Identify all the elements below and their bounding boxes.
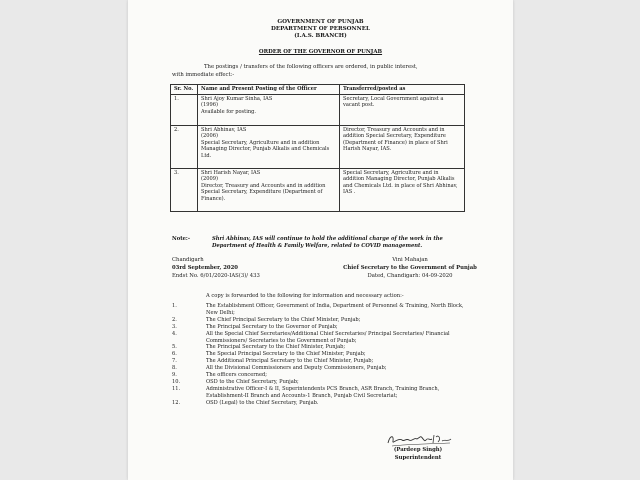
forward-text: A copy is forwarded to the following for information and necessary action:- [206,293,404,299]
signer-designation: Chief Secretary to the Government of Punjab [343,265,477,271]
intro-line-2: with immediate effect:- [172,72,235,78]
cell-posted: Director, Treasury and Accounts and in addition Special Secretary, Expenditure (Department of Finance) in place of Shri Harish Nayar, IAS. [340,125,465,168]
list-item-number: 4. [172,330,177,337]
list-item [172,351,472,358]
officer-batch: (1996) [201,102,218,109]
list-item [172,317,472,324]
list-item-text: The Principal Secretary to the Governor of Punjab; [206,323,338,330]
list-item [172,386,472,400]
superintendent-block [378,446,458,462]
officer-name: Shri Abhinav, IAS [201,126,247,133]
officer-present-posting: Available for posting. [201,108,256,115]
cell-officer [198,168,340,211]
note-block [172,236,472,250]
list-item [172,324,472,331]
list-item-text: The officers concerned; [206,372,267,379]
list-item [172,379,472,386]
order-date: 03rd September, 2020 [172,265,238,271]
dated: Dated, Chandigarh: 04-09-2020 [367,273,453,279]
list-item-number: 3. [172,323,177,330]
superintendent-name: (Pardeep Singh) [393,447,443,453]
list-item-number: 9. [172,372,177,379]
list-item-number: 10. [172,378,181,385]
list-item [172,303,472,317]
list-item [172,344,472,351]
col-header-sr: Sr. No. [171,85,198,95]
cell-officer [198,125,340,168]
cell-sr: 3. [171,168,198,211]
postings-table [170,84,465,212]
list-item-text: Administrative Officer-I & II, Superintendents PCS Branch, ASR Branch, Training Branch, Establishment-II Branch and Accounts-1 Branch, Punjab Civil Secretariat; [206,385,440,399]
cell-officer [198,94,340,125]
cell-sr: 1. [171,94,198,125]
officer-name: Shri Ajoy Kumar Sinha, IAS [201,95,273,102]
table-header-row [171,85,465,95]
forward-paragraph [172,293,472,300]
intro-line-1: The postings / transfers of the following officers are ordered, in public interest, [204,64,418,70]
note-label: Note:- [172,236,190,242]
list-item-text: All the Special Chief Secretaries/Additional Chief Secretaries/ Principal Secretaries/ Financial Commissioners/ Secretaries to the Government of Punjab; [206,330,450,344]
place: Chandigarh [172,257,204,263]
cc-list [172,303,472,407]
list-item-number: 8. [172,365,177,372]
officer-present-posting: Director, Treasury and Accounts and in addition Special Secretary, Expenditure (Department of Finance). [201,182,326,202]
list-item-number: 11. [172,385,181,392]
officer-name: Shri Harish Nayar, IAS [201,169,261,176]
list-item-text: The Chief Principal Secretary to the Chief Minister, Punjab; [206,316,361,323]
table-row [171,168,465,211]
list-item-text: All the Divisional Commissioners and Deputy Commissioners, Punjab; [206,365,387,372]
list-item-text: The Establishment Officer, Government of India, Department of Personnel & Training, North Block, New Delhi; [206,303,464,316]
col-header-name: Name and Present Posting of the Officer [198,85,340,95]
list-item-text: The Special Principal Secretary to the Chief Minister, Punjab; [206,351,366,358]
officer-batch: (2006) [201,133,218,140]
cell-posted: Special Secretary, Agriculture and in addition Managing Director, Punjab Alkalis and Chemicals Ltd. in place of Shri Abhinav, IAS . [340,168,465,211]
list-item-text: The Principal Secretary to the Chief Minister, Punjab; [206,344,346,351]
table-row [171,125,465,168]
superintendent-title: Superintendent [394,455,442,461]
list-item-number: 7. [172,358,177,365]
officer-batch: (2009) [201,176,218,183]
list-item [172,358,472,365]
col-header-posted: Transferred/posted as [340,85,465,95]
list-item-number: 2. [172,316,177,323]
header-department: DEPARTMENT OF PERSONNEL [271,26,370,32]
list-item [172,331,472,345]
list-item-number: 6. [172,351,177,358]
list-item-number: 5. [172,344,177,351]
chief-secretary-block [340,256,480,280]
list-item-text: The Additional Principal Secretary to the Chief Minister, Punjab; [206,358,374,365]
list-item [172,400,472,407]
intro-paragraph [172,63,472,79]
list-item [172,365,472,372]
endorsement-number: Endst No. 6/01/2020-IAS(3)/ 433 [172,273,260,279]
officer-present-posting: Special Secretary, Agriculture and in addition Managing Director, Punjab Alkalis and Chemicals Ltd. [201,139,330,159]
list-item-text: OSD (Legal) to the Chief Secretary, Punjab. [206,399,319,406]
document-page [128,0,513,480]
cell-posted: Secretary, Local Government against a vacant post. [340,94,465,125]
list-item-number: 1. [172,303,177,309]
table-row [171,94,465,125]
header-government: GOVERNMENT OF PUNJAB [277,19,364,25]
list-item-number: 12. [172,399,181,406]
order-title: ORDER OF THE GOVERNOR OF PUNJAB [258,49,383,55]
cell-sr: 2. [171,125,198,168]
place-date-block [172,256,260,280]
header-branch: (I.A.S. BRANCH) [294,33,347,39]
note-text: Shri Abhinav, IAS will continue to hold the additional charge of the work in the Department of Health & Family Welfare, related to COVID management. [212,236,443,249]
list-item [172,372,472,379]
signer-name: Vini Mahajan [392,257,428,263]
list-item-text: OSD to the Chief Secretary, Punjab; [206,378,299,385]
